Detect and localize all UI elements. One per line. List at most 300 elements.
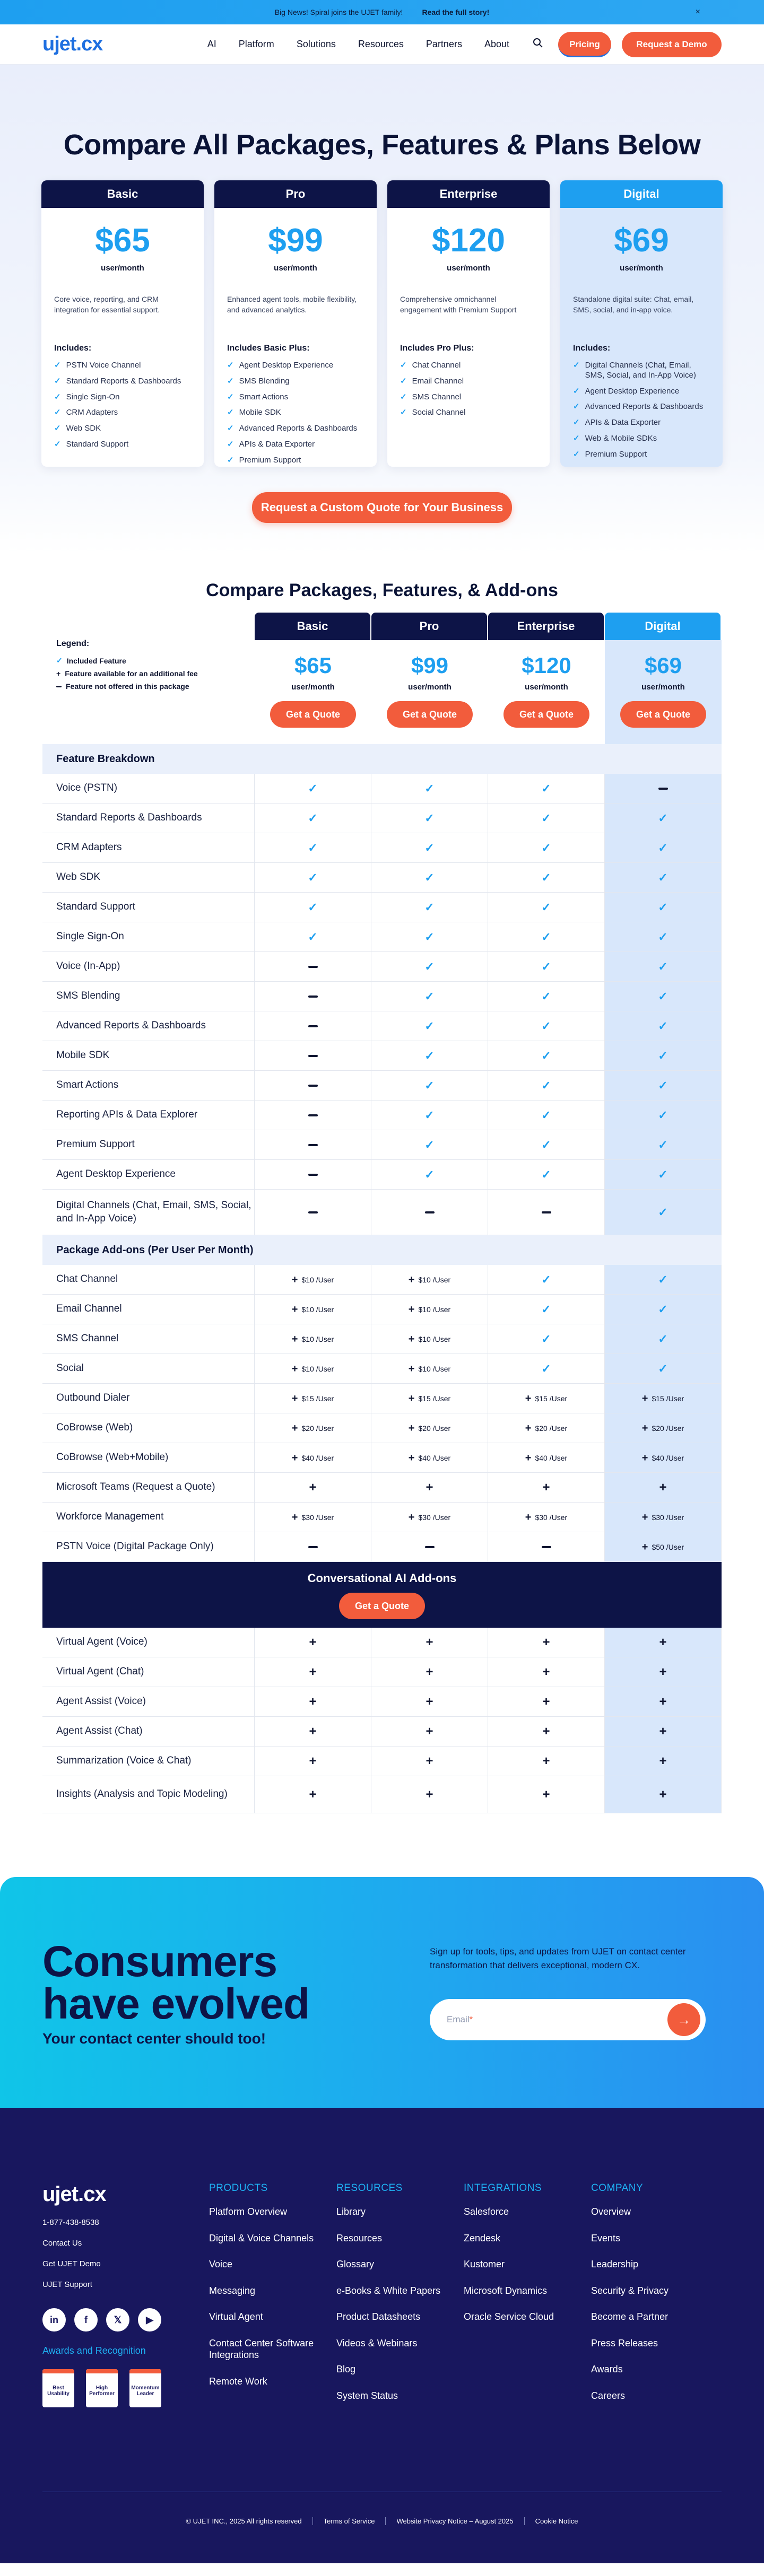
footer-link[interactable]: Product Datasheets	[336, 2311, 421, 2322]
privacy-link[interactable]: Website Privacy Notice – August 2025	[386, 2517, 524, 2525]
plus-icon: +	[542, 1664, 550, 1679]
check-icon: ✓	[541, 841, 551, 854]
cta-text: Sign up for tools, tips, and updates from UJET on contact center transformation that delivers exceptional, modern CX.	[430, 1946, 686, 1970]
cta-heading: Consumers have evolved	[42, 1937, 310, 2029]
row-cell	[255, 1776, 371, 1813]
newsletter-cta	[0, 1877, 764, 2124]
phone[interactable]: 1-877-438-8538	[42, 2218, 99, 2227]
footer-link[interactable]: e-Books & White Papers	[336, 2285, 441, 2296]
feature-item	[400, 361, 537, 371]
addon-fee	[409, 1304, 450, 1315]
footer-col-integrations	[464, 2182, 591, 2416]
get-demo-link[interactable]: Get UJET Demo	[42, 2259, 101, 2268]
feature-item	[227, 424, 364, 434]
check-icon: ✓	[227, 408, 234, 417]
row-cell	[605, 1324, 722, 1354]
custom-quote-button[interactable]: Request a Custom Quote for Your Business	[252, 492, 512, 523]
feature-label: Email Channel	[412, 376, 464, 386]
row-cell	[605, 804, 722, 833]
addon-fee	[525, 1453, 567, 1463]
feature-label: Standard Reports & Dashboards	[66, 376, 181, 386]
row-cell	[488, 1628, 605, 1657]
dash-icon	[308, 1055, 318, 1057]
email-field[interactable]: Email*	[447, 2014, 473, 2024]
feature-item	[400, 408, 537, 418]
row-cell	[488, 1295, 605, 1324]
plus-icon: +	[641, 1541, 648, 1553]
plan-period: user/month	[447, 264, 490, 273]
row-cell	[255, 1160, 371, 1190]
includes-label: Includes Basic Plus:	[227, 344, 310, 353]
check-icon: ✓	[541, 781, 551, 795]
check-icon: ✓	[424, 1019, 435, 1033]
footer-link[interactable]: Events	[591, 2232, 621, 2243]
row-cell	[488, 1384, 605, 1413]
addon-fee	[525, 1423, 567, 1434]
plus-icon: +	[408, 1333, 415, 1345]
row-cell	[255, 833, 371, 863]
get-quote-button[interactable]: Get a Quote	[620, 701, 706, 728]
row-cell	[488, 1101, 605, 1130]
row-cell	[605, 893, 722, 922]
plus-icon: +	[291, 1333, 298, 1345]
plus-icon: +	[408, 1303, 415, 1315]
plus-icon: +	[309, 1664, 317, 1679]
row-cell	[255, 1071, 371, 1101]
check-icon: ✓	[573, 433, 580, 443]
contact-us-link[interactable]: Contact Us	[42, 2239, 82, 2248]
check-icon: ✓	[424, 989, 435, 1003]
row-label: Voice (In-App)	[42, 952, 255, 982]
row-cell	[255, 1354, 371, 1384]
row-cell	[371, 804, 488, 833]
footer-link[interactable]: Virtual Agent	[209, 2311, 263, 2322]
row-cell	[605, 922, 722, 952]
dash-icon	[425, 1211, 435, 1213]
check-icon: ✓	[308, 900, 318, 914]
top-nav	[0, 24, 764, 65]
row-cell	[371, 833, 488, 863]
plus-icon: +	[659, 1480, 667, 1495]
close-icon[interactable]: ×	[695, 7, 700, 16]
footer-link[interactable]: Platform Overview	[209, 2206, 288, 2217]
plus-icon: +	[659, 1787, 667, 1802]
row-cell	[255, 1101, 371, 1130]
plan-cards	[0, 180, 764, 467]
footer-link[interactable]: System Status	[336, 2390, 398, 2401]
nav-platform[interactable]: Platform	[238, 39, 274, 49]
row-cell	[605, 1130, 722, 1160]
comparison-section	[42, 554, 722, 1813]
row-cell	[255, 1041, 371, 1071]
search-icon[interactable]	[533, 38, 543, 51]
row-label: Social	[42, 1354, 255, 1384]
check-icon: ✓	[308, 930, 318, 944]
check-icon: ✓	[541, 1272, 551, 1286]
row-cell	[255, 982, 371, 1011]
row-cell	[371, 1687, 488, 1717]
legal-links	[0, 2517, 764, 2525]
plan-name: Pro	[214, 180, 377, 208]
dash-icon	[308, 1546, 318, 1548]
footer-link[interactable]: Blog	[336, 2364, 356, 2374]
row-label: Smart Actions	[42, 1071, 255, 1101]
awards-link[interactable]: Awards and Recognition	[42, 2345, 146, 2356]
column-price: $65	[294, 653, 332, 678]
plus-icon: +	[659, 1724, 667, 1739]
check-icon: ✓	[658, 1108, 668, 1122]
addon-fee	[292, 1512, 334, 1523]
plan-price: $65	[95, 222, 150, 259]
feature-list	[214, 361, 377, 465]
cookie-link[interactable]: Cookie Notice	[535, 2517, 578, 2525]
column-period: user/month	[525, 683, 568, 692]
nav-about[interactable]: About	[484, 39, 509, 49]
row-cell	[488, 1071, 605, 1101]
plan-period: user/month	[620, 264, 663, 273]
addon-fee	[525, 1393, 567, 1404]
row-label: Web SDK	[42, 863, 255, 893]
row-cell	[255, 1473, 371, 1503]
feature-list	[560, 361, 723, 459]
row-cell	[371, 893, 488, 922]
column-period: user/month	[641, 683, 685, 692]
row-cell	[255, 1503, 371, 1532]
row-cell	[605, 1384, 722, 1413]
check-icon: ✓	[541, 1138, 551, 1151]
row-cell	[371, 922, 488, 952]
row-cell	[488, 1130, 605, 1160]
check-icon: ✓	[541, 1108, 551, 1122]
get-quote-button[interactable]: Get a Quote	[503, 701, 589, 728]
feature-item	[400, 377, 537, 387]
check-icon: ✓	[424, 841, 435, 854]
row-label: CoBrowse (Web)	[42, 1413, 255, 1443]
feature-item	[227, 392, 364, 403]
row-label: Summarization (Voice & Chat)	[42, 1747, 255, 1776]
footer-link[interactable]: Contact Center Software Integrations	[209, 2337, 314, 2360]
feature-label: SMS Channel	[412, 392, 462, 401]
banner-link[interactable]: Read the full story!	[422, 8, 490, 16]
row-cell	[371, 1071, 488, 1101]
comparison-table	[42, 744, 722, 1813]
footer-link[interactable]: Oracle Service Cloud	[464, 2311, 554, 2322]
row-cell	[488, 1687, 605, 1717]
nav-solutions[interactable]: Solutions	[296, 39, 336, 49]
plan-card-pro	[214, 180, 377, 467]
banner-text: Big News! Spiral joins the UJET family!	[274, 8, 403, 16]
row-cell	[488, 1011, 605, 1041]
row-cell	[255, 1717, 371, 1747]
row-cell	[488, 804, 605, 833]
check-icon: ✓	[541, 989, 551, 1003]
row-cell	[488, 1503, 605, 1532]
support-link[interactable]: UJET Support	[42, 2280, 92, 2289]
comparison-title: Compare Packages, Features, & Add-ons	[206, 580, 558, 600]
row-cell	[488, 1747, 605, 1776]
plus-icon: +	[525, 1511, 532, 1523]
plus-icon: +	[408, 1363, 415, 1375]
footer-link[interactable]: Leadership	[591, 2259, 639, 2269]
footer-col-title: PRODUCTS	[209, 2182, 268, 2194]
row-cell	[255, 1443, 371, 1473]
feature-item	[54, 361, 191, 371]
feature-item	[573, 450, 710, 460]
check-icon: ✓	[658, 930, 668, 944]
column-period: user/month	[408, 683, 452, 692]
addon-fee	[409, 1512, 450, 1523]
row-cell	[605, 1295, 722, 1324]
get-quote-button[interactable]: Get a Quote	[387, 701, 473, 728]
dash-icon	[56, 686, 62, 687]
nav-partners[interactable]: Partners	[426, 39, 462, 49]
submit-arrow-icon[interactable]: →	[667, 2003, 700, 2036]
fee-value: $10 /User	[418, 1364, 451, 1373]
row-cell	[371, 1041, 488, 1071]
dash-icon	[308, 1174, 318, 1176]
row-cell	[488, 1354, 605, 1384]
row-cell	[255, 804, 371, 833]
dash-icon	[308, 996, 318, 998]
row-cell	[371, 774, 488, 804]
plus-icon: +	[408, 1422, 415, 1434]
feature-item	[400, 392, 537, 403]
addon-fee	[292, 1364, 334, 1374]
footer-link[interactable]: Careers	[591, 2390, 626, 2401]
row-cell	[371, 1717, 488, 1747]
addon-fee	[292, 1334, 334, 1344]
check-icon: ✓	[227, 455, 234, 465]
check-icon: ✓	[424, 1108, 435, 1122]
x-icon[interactable]: 𝕏	[106, 2308, 129, 2332]
row-cell	[605, 1413, 722, 1443]
check-icon: ✓	[658, 1332, 668, 1346]
check-icon: ✓	[424, 930, 435, 944]
feature-item	[227, 456, 364, 466]
nav-ai[interactable]: AI	[207, 39, 216, 49]
plus-icon: +	[408, 1511, 415, 1523]
footer-link[interactable]: Press Releases	[591, 2337, 658, 2348]
footer-link[interactable]: Messaging	[209, 2285, 256, 2296]
feature-item	[54, 440, 191, 450]
check-icon: ✓	[424, 1138, 435, 1151]
feature-label: Standard Support	[66, 439, 129, 449]
row-cell	[371, 1503, 488, 1532]
row-cell	[371, 1354, 488, 1384]
row-cell	[371, 863, 488, 893]
plus-icon: +	[309, 1787, 317, 1802]
row-cell	[605, 1657, 722, 1687]
footer-link[interactable]: Security & Privacy	[591, 2285, 669, 2296]
plus-icon: +	[426, 1635, 433, 1649]
plus-icon: +	[426, 1787, 433, 1802]
facebook-icon[interactable]: f	[74, 2308, 98, 2332]
footer-col-title: COMPANY	[591, 2182, 644, 2194]
row-cell	[371, 1265, 488, 1295]
row-cell	[371, 1443, 488, 1473]
footer-link[interactable]: Digital & Voice Channels	[209, 2232, 314, 2243]
plan-name: Digital	[560, 180, 723, 208]
footer-link[interactable]: Library	[336, 2206, 366, 2217]
terms-link[interactable]: Terms of Service	[313, 2517, 386, 2525]
linkedin-icon[interactable]: in	[42, 2308, 66, 2332]
check-icon: ✓	[658, 1361, 668, 1375]
row-cell	[605, 1747, 722, 1776]
fee-value: $40 /User	[301, 1453, 334, 1462]
plan-name: Basic	[41, 180, 204, 208]
feature-item	[54, 392, 191, 403]
footer-col-resources	[336, 2182, 464, 2416]
row-cell	[255, 1413, 371, 1443]
row-label: Standard Support	[42, 893, 255, 922]
plan-price: $120	[432, 222, 505, 259]
footer-link[interactable]: Videos & Webinars	[336, 2337, 418, 2348]
feature-item	[54, 408, 191, 418]
addon-fee	[409, 1334, 450, 1344]
row-cell	[488, 863, 605, 893]
row-cell	[488, 1265, 605, 1295]
nav-resources[interactable]: Resources	[358, 39, 404, 49]
addon-fee	[409, 1453, 450, 1463]
check-icon: ✓	[541, 1361, 551, 1375]
row-cell	[488, 1413, 605, 1443]
footer-link[interactable]: Awards	[591, 2364, 623, 2374]
footer-link[interactable]: Zendesk	[464, 2232, 501, 2243]
plus-icon: +	[291, 1303, 298, 1315]
row-cell	[371, 1747, 488, 1776]
addon-fee	[292, 1274, 334, 1285]
fee-value: $30 /User	[535, 1513, 568, 1522]
nav-links	[207, 39, 509, 50]
footer-col-products	[209, 2182, 336, 2416]
fee-value: $50 /User	[652, 1542, 684, 1551]
footer-link[interactable]: Kustomer	[464, 2259, 505, 2269]
check-icon: ✓	[424, 900, 435, 914]
row-label: Virtual Agent (Chat)	[42, 1657, 255, 1687]
plus-icon: +	[426, 1480, 433, 1495]
row-cell	[255, 1324, 371, 1354]
row-label: Voice (PSTN)	[42, 774, 255, 804]
dash-icon	[308, 1025, 318, 1027]
check-icon: ✓	[658, 959, 668, 973]
column-header-digital: Digital	[605, 613, 720, 640]
fee-value: $10 /User	[301, 1305, 334, 1314]
check-icon: ✓	[54, 408, 61, 417]
addon-fee	[642, 1393, 684, 1404]
check-icon: ✓	[541, 1078, 551, 1092]
check-icon: ✓	[541, 930, 551, 944]
get-quote-button[interactable]: Get a Quote	[339, 1593, 425, 1619]
logo[interactable]: ujet.cx	[42, 33, 103, 55]
footer-contact	[42, 2182, 209, 2416]
check-icon: ✓	[658, 989, 668, 1003]
cta-subheading: Your contact center should too!	[42, 2030, 266, 2047]
feature-item	[573, 402, 710, 412]
announcement-banner	[0, 0, 764, 24]
row-label: CRM Adapters	[42, 833, 255, 863]
award-badge: Best Usability	[42, 2369, 74, 2407]
feature-label: Web SDK	[66, 424, 101, 433]
column-price-box	[255, 640, 371, 744]
check-icon: ✓	[54, 424, 61, 433]
check-icon: ✓	[658, 1049, 668, 1062]
row-label: Mobile SDK	[42, 1041, 255, 1071]
get-quote-button[interactable]: Get a Quote	[270, 701, 356, 728]
footer-link[interactable]: Resources	[336, 2232, 383, 2243]
check-icon: ✓	[308, 841, 318, 854]
addon-fee	[642, 1542, 684, 1552]
row-cell	[605, 1503, 722, 1532]
feature-label: CRM Adapters	[66, 408, 118, 417]
feature-label: PSTN Voice Channel	[66, 361, 141, 370]
check-icon: ✓	[424, 1078, 435, 1092]
addon-fee	[409, 1274, 450, 1285]
footer-link[interactable]: Become a Partner	[591, 2311, 668, 2322]
row-cell	[488, 833, 605, 863]
check-icon: ✓	[658, 841, 668, 854]
pricing-button[interactable]: Pricing	[558, 32, 611, 57]
row-label: Outbound Dialer	[42, 1384, 255, 1413]
column-price: $69	[644, 653, 682, 678]
row-cell	[605, 1160, 722, 1190]
row-cell	[371, 1011, 488, 1041]
row-cell	[488, 952, 605, 982]
check-icon: ✓	[658, 1272, 668, 1286]
footer-logo[interactable]: ujet.cx	[42, 2182, 106, 2206]
request-demo-button[interactable]: Request a Demo	[622, 32, 722, 57]
row-label: Premium Support	[42, 1130, 255, 1160]
row-cell	[488, 1657, 605, 1687]
row-cell	[605, 1011, 722, 1041]
comparison-header	[42, 613, 722, 744]
plus-icon: +	[542, 1480, 550, 1495]
check-icon: ✓	[227, 439, 234, 449]
check-icon: ✓	[541, 1302, 551, 1316]
footer-link[interactable]: Microsoft Dynamics	[464, 2285, 548, 2296]
check-icon: ✓	[658, 1138, 668, 1151]
check-icon: ✓	[424, 811, 435, 825]
check-icon: ✓	[541, 1167, 551, 1181]
ai-addons-header	[42, 1562, 722, 1628]
footer-link[interactable]: Voice	[209, 2259, 233, 2269]
footer-link[interactable]: Remote Work	[209, 2376, 267, 2387]
dash-icon	[308, 1211, 318, 1213]
dash-icon	[425, 1546, 435, 1548]
plan-description: Enhanced agent tools, mobile flexibility, and advanced analytics.	[227, 295, 357, 315]
check-icon: ✓	[54, 439, 61, 449]
plus-icon: +	[542, 1635, 550, 1649]
check-icon: ✓	[541, 900, 551, 914]
check-icon: ✓	[573, 418, 580, 427]
includes-label: Includes:	[54, 344, 92, 353]
feature-list	[387, 361, 550, 418]
row-label: Agent Desktop Experience	[42, 1160, 255, 1190]
feature-label: APIs & Data Exporter	[239, 439, 315, 449]
fee-value: $40 /User	[418, 1453, 451, 1462]
fee-value: $10 /User	[301, 1364, 334, 1373]
footer-link[interactable]: Glossary	[336, 2259, 375, 2269]
includes-label: Includes:	[573, 344, 611, 353]
plus-icon: +	[641, 1511, 648, 1523]
footer-link[interactable]: Overview	[591, 2206, 631, 2217]
footer-link[interactable]: Salesforce	[464, 2206, 509, 2217]
youtube-icon[interactable]: ▶	[138, 2308, 161, 2332]
row-cell	[605, 1443, 722, 1473]
plus-icon: +	[426, 1724, 433, 1739]
feature-label: Web & Mobile SDKs	[585, 433, 657, 443]
feature-label: Digital Channels (Chat, Email, SMS, Social, and In-App Voice)	[585, 361, 696, 380]
feature-label: SMS Blending	[239, 376, 290, 386]
